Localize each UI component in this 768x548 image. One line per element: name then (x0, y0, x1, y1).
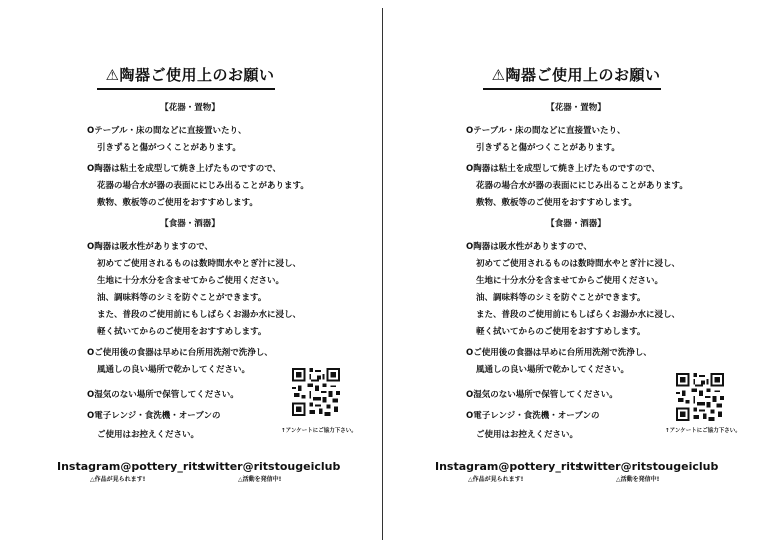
instagram-note: △作品が見られます! (90, 476, 146, 483)
title-underline (97, 88, 275, 90)
text-line: 油、調味料等のシミを防ぐことができます。 (476, 293, 646, 303)
title-underline (483, 88, 661, 90)
sheet-right (386, 0, 768, 548)
text-line: 敷物、敷板等のご使用をおすすめします。 (476, 198, 637, 208)
instagram-handle: Instagram@pottery_rits (435, 460, 582, 473)
text-line: 軽く拭いてからのご使用をおすすめします。 (476, 327, 646, 337)
text-line: また、普段のご使用前にもしばらくお湯か水に浸し、 (476, 310, 681, 320)
text-line: また、普段のご使用前にもしばらくお湯か水に浸し、 (97, 310, 302, 320)
text-line: 引きずると傷がつくことがあります。 (97, 143, 241, 153)
text-line: 初めてご使用されるものは数時間水やとぎ汁に浸し、 (476, 259, 681, 269)
section-heading-shokki: 【食器・酒器】 (546, 219, 606, 229)
page-title: ⚠陶器ご使用上のお願い (491, 66, 661, 84)
text-line: 生地に十分水分を含ませてからご使用ください。 (476, 276, 664, 286)
text-line: ご使用はお控えください。 (476, 430, 579, 440)
text-line: ご使用はお控えください。 (97, 430, 200, 440)
text-line: 風通しの良い場所で乾かしてください。 (97, 365, 251, 375)
text-line: 引きずると傷がつくことがあります。 (476, 143, 620, 153)
text-line: O陶器は吸水性がありますので、 (87, 242, 214, 252)
twitter-handle: twitter@ritstougeiclub (578, 460, 719, 473)
section-heading-kaki: 【花器・置物】 (546, 103, 606, 113)
text-line: O陶器は粘土を成型して焼き上げたものですので、 (87, 164, 282, 174)
text-line: 生地に十分水分を含ませてからご使用ください。 (97, 276, 285, 286)
qr-caption: ↑アンケートにご協力下さい。 (281, 428, 357, 434)
twitter-note: △活動を発信中! (238, 476, 282, 483)
text-line: 敷物、敷板等のご使用をおすすめします。 (97, 198, 258, 208)
text-line: Oご使用後の食器は早めに台所用洗剤で洗浄し、 (466, 348, 652, 358)
qr-caption: ↑アンケートにご協力下さい。 (665, 428, 741, 434)
text-line: 軽く拭いてからのご使用をおすすめします。 (97, 327, 267, 337)
section-heading-kaki: 【花器・置物】 (160, 103, 220, 113)
text-line: 風通しの良い場所で乾かしてください。 (476, 365, 630, 375)
text-line: 初めてご使用されるものは数時間水やとぎ汁に浸し、 (97, 259, 302, 269)
page-title: ⚠陶器ご使用上のお願い (105, 66, 275, 84)
text-line: 花器の場合水が器の表面ににじみ出ることがあります。 (476, 181, 688, 191)
twitter-note: △活動を発信中! (616, 476, 660, 483)
text-line: 花器の場合水が器の表面ににじみ出ることがあります。 (97, 181, 309, 191)
text-line: O湿気のない場所で保管してください。 (466, 390, 618, 400)
qr-code-icon[interactable] (292, 368, 340, 416)
twitter-handle: twitter@ritstougeiclub (200, 460, 341, 473)
text-line: O湿気のない場所で保管してください。 (87, 390, 239, 400)
text-line: O電子レンジ・食洗機・オーブンの (466, 411, 600, 421)
text-line: O陶器は粘土を成型して焼き上げたものですので、 (466, 164, 661, 174)
section-heading-shokki: 【食器・酒器】 (160, 219, 220, 229)
text-line: 油、調味料等のシミを防ぐことができます。 (97, 293, 267, 303)
text-line: Oテーブル・床の間などに直接置いたり、 (466, 126, 626, 136)
qr-code-icon[interactable] (676, 373, 724, 421)
text-line: Oテーブル・床の間などに直接置いたり、 (87, 126, 247, 136)
text-line: O陶器は吸水性がありますので、 (466, 242, 593, 252)
text-line: O電子レンジ・食洗機・オーブンの (87, 411, 221, 421)
instagram-note: △作品が見られます! (468, 476, 524, 483)
text-line: Oご使用後の食器は早めに台所用洗剤で洗浄し、 (87, 348, 273, 358)
center-divider (382, 8, 383, 540)
instagram-handle: Instagram@pottery_rits (57, 460, 204, 473)
sheet-left (0, 0, 382, 548)
